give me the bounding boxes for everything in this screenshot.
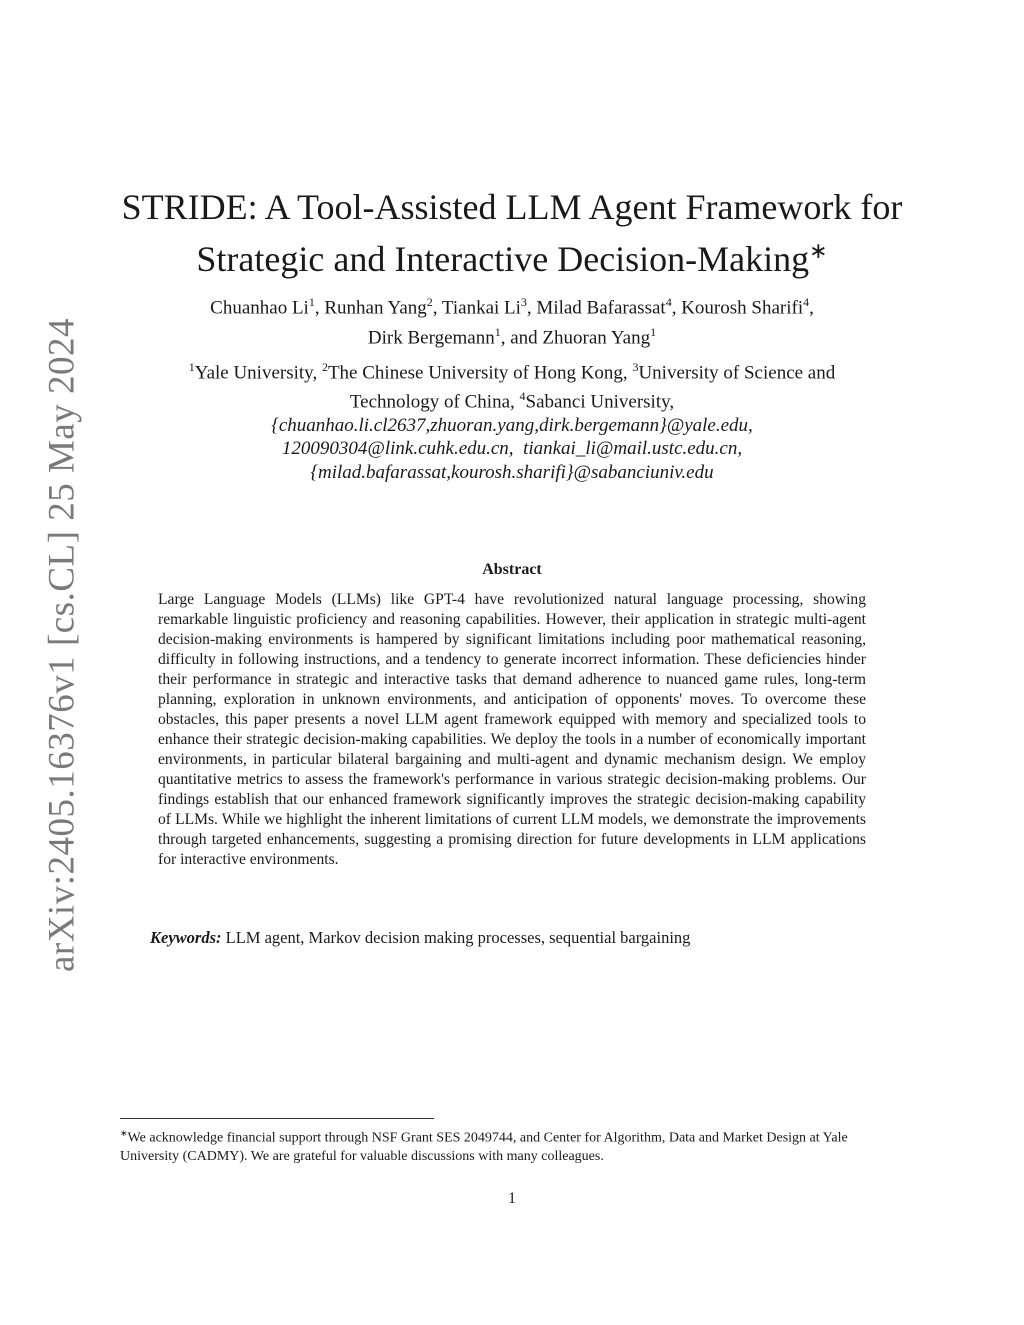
footnote-mark: ∗	[120, 1128, 128, 1138]
author-name: Zhuoran Yang	[542, 327, 651, 349]
email-line-1: {chuanhao.li.cl2637,zhuoran.yang,dirk.bergemann}@yale.edu,	[271, 414, 753, 436]
author-separator: ,	[809, 297, 814, 319]
author-name: Kourosh Sharifi	[681, 297, 804, 319]
author-separator: ,	[314, 297, 325, 319]
affil-mark: 2	[321, 360, 328, 374]
affiliation-name: Yale University,	[194, 362, 322, 384]
email-line-3: {milad.bafarassat,kourosh.sharifi}@sabanciuniv.edu	[310, 461, 714, 483]
email-line-2	[0, 437, 1024, 461]
email-ustc: tiankai_li@mail.ustc.edu.cn,	[523, 438, 743, 460]
author-name: Dirk Bergemann	[367, 327, 495, 349]
affiliation-line-2	[0, 385, 1024, 414]
author-affil-mark: 4	[803, 295, 810, 309]
author-separator: ,	[671, 297, 682, 319]
abstract-text: Large Language Models (LLMs) like GPT-4 have revolutionized natural language processing, showing remarkable linguistic proficiency and reasoning capabilities. However, their application in strategic multi-agent decision-making environments is hampered by significant limitations including poor mathematical reasoning, difficulty in following instructions, and a tendency to generate incorrect information. These deficiencies hinder their performance in strategic and interactive tasks that demand adherence to nuanced game rules, long-term planning, exploration in unknown environments, and anticipation of opponents' moves. To overcome these obstacles, this paper presents a novel LLM agent framework equipped with memory and specialized tools to enhance their strategic decision-making capabilities. We deploy the tools in a number of economically important environments, in particular bilateral bargaining and multi-agent and dynamic mechanism design. We employ quantitative metrics to assess the framework's performance in various strategic decision-making problems. Our findings establish that our enhanced framework significantly improves the strategic decision-making capability of LLMs. While we highlight the inherent limitations of current LLM models, we demonstrate the improvements through targeted enhancements, suggesting a promising direction for future developments in LLM applications for interactive environments.	[158, 591, 866, 868]
author-list	[0, 290, 1024, 351]
author-name: Runhan Yang	[324, 297, 427, 319]
author-separator: , and	[500, 327, 543, 349]
page-number: 1	[508, 1190, 516, 1207]
keywords-label: Keywords:	[150, 928, 222, 947]
author-name: Chuanhao Li	[210, 297, 309, 319]
affiliation-name: Sabanci University,	[525, 391, 675, 413]
affil-mark: 4	[519, 388, 526, 403]
affiliations	[0, 356, 1024, 484]
footnote-divider	[120, 1118, 434, 1119]
footnote	[120, 1124, 910, 1166]
author-name: Tiankai Li	[441, 297, 521, 319]
affiliation-name: Technology of China,	[349, 391, 520, 413]
author-line-1	[0, 290, 1024, 320]
footnote-text: We acknowledge financial support through NSF Grant SES 2049744, and Center for Algorithm, Data and Market Design at Yale University (CADMY). We are grateful for valuable discussions with many colleagues.	[120, 1130, 848, 1164]
keywords	[150, 928, 910, 948]
affil-mark: 3	[632, 360, 639, 374]
author-affil-mark: 2	[426, 295, 433, 309]
author-separator: ,	[432, 297, 442, 319]
author-affil-mark: 1	[308, 295, 315, 309]
affiliation-name: University of Science and	[638, 362, 836, 384]
title-line-2	[0, 229, 1024, 281]
author-separator: ,	[526, 297, 537, 319]
title-line-1: STRIDE: A Tool-Assisted LLM Agent Framework for	[121, 187, 903, 227]
affiliation-name: The Chinese University of Hong Kong,	[327, 362, 633, 384]
author-affil-mark: 1	[494, 325, 501, 340]
affil-mark: 1	[188, 360, 195, 374]
author-name: Milad Bafarassat	[536, 297, 666, 319]
keywords-text: LLM agent, Markov decision making processes, sequential bargaining	[225, 928, 691, 947]
author-affil-mark: 3	[520, 295, 527, 309]
affiliation-line-1	[0, 356, 1024, 385]
author-affil-mark: 1	[650, 325, 657, 340]
abstract-heading: Abstract	[482, 561, 542, 578]
paper-title	[0, 186, 1024, 281]
arxiv-identifier-stamp: arXiv:2405.16376v1 [cs.CL] 25 May 2024	[41, 317, 83, 973]
author-line-2	[0, 320, 1024, 350]
author-affil-mark: 4	[665, 295, 672, 309]
title-line-2-text: Strategic and Interactive Decision-Making	[196, 239, 810, 279]
title-footnote-mark: ∗	[809, 238, 828, 263]
email-cuhk: 120090304@link.cuhk.edu.cn,	[281, 438, 514, 460]
